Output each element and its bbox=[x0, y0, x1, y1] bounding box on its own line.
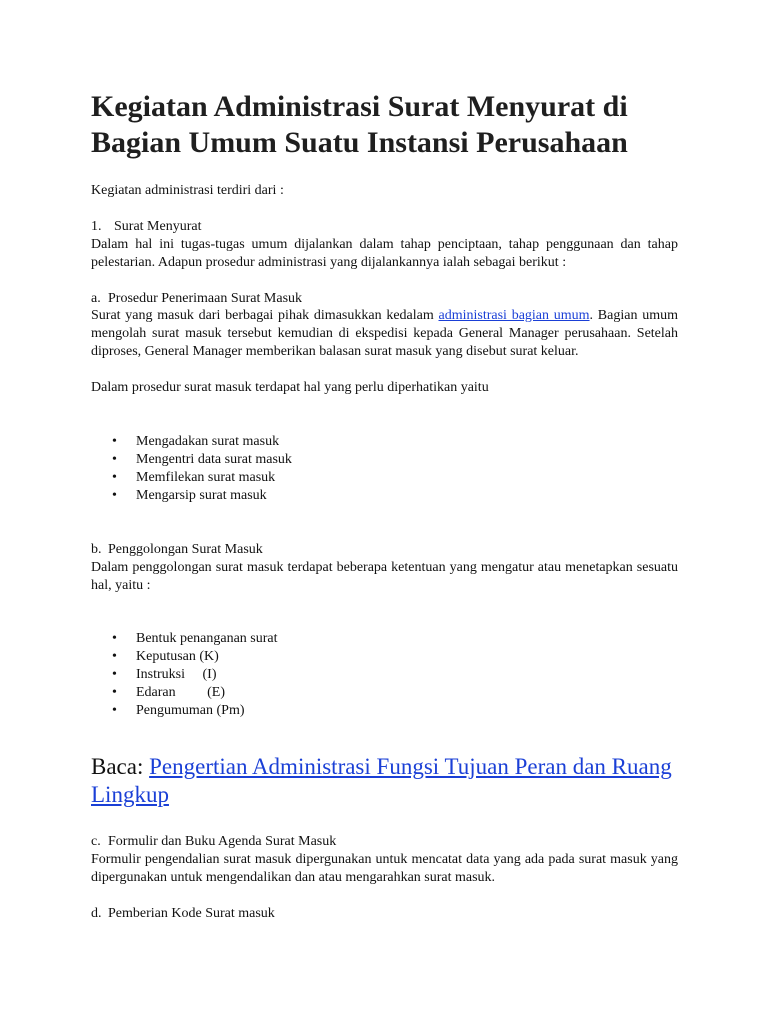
section-1-title: Surat Menyurat bbox=[114, 219, 202, 234]
section-a-body-end: . Bagian umum mengolah surat masuk tersebut kemudian di ekspedisi kepada General Manager perusahaan. Setelah diproses, General Manager memberikan balasan surat masuk yang disebut surat keluar. bbox=[91, 308, 678, 360]
page-title: Kegiatan Administrasi Surat Menyurat di Bagian Umum Suatu Instansi Perusahaan bbox=[91, 90, 628, 159]
section-c-heading bbox=[91, 833, 678, 851]
list-item-text: Mengentri data surat masuk bbox=[136, 452, 292, 467]
section-b-list bbox=[91, 630, 278, 720]
bullet-icon: • bbox=[112, 434, 117, 449]
related-article-link[interactable]: Pengertian Administrasi Fungsi Tujuan Peran dan Ruang Lingkup bbox=[91, 754, 672, 807]
bullet-icon: • bbox=[112, 649, 117, 664]
section-d-title: Pemberian Kode Surat masuk bbox=[108, 906, 275, 921]
list-item bbox=[91, 666, 278, 684]
bullet-icon: • bbox=[112, 631, 117, 646]
list-item-text: Edaran (E) bbox=[136, 685, 226, 700]
section-c-title: Formulir dan Buku Agenda Surat Masuk bbox=[108, 834, 337, 849]
list-item bbox=[91, 702, 278, 720]
section-b-heading bbox=[91, 541, 678, 559]
list-item-text: Pengumuman (Pm) bbox=[136, 703, 245, 718]
bullet-icon: • bbox=[112, 685, 117, 700]
section-a-body-start: Surat yang masuk dari berbagai pihak dimasukkan kedalam bbox=[91, 308, 439, 323]
list-item-text: Keputusan (K) bbox=[136, 649, 219, 664]
bullet-icon: • bbox=[112, 667, 117, 682]
list-item bbox=[91, 433, 292, 451]
section-1-body: Dalam hal ini tugas-tugas umum dijalankan dalam tahap penciptaan, tahap penggunaan dan tahap pelestarian. Adapun prosedur administrasi yang dijalankannya ialah sebagai berikut : bbox=[91, 237, 678, 271]
section-c-body: Formulir pengendalian surat masuk dipergunakan untuk mencatat data yang ada pada surat masuk yang dipergunakan untuk mengendalikan dan atau mengarahkan surat masuk. bbox=[91, 852, 678, 886]
list-item-text: Bentuk penanganan surat bbox=[136, 631, 278, 646]
bullet-icon: • bbox=[112, 452, 117, 467]
section-a-letter: a. bbox=[91, 291, 101, 306]
section-a-list bbox=[91, 433, 292, 505]
list-item bbox=[91, 469, 292, 487]
bullet-icon: • bbox=[112, 703, 117, 718]
section-c-letter: c. bbox=[91, 834, 101, 849]
list-item-text: Instruksi (I) bbox=[136, 667, 217, 682]
section-1-number: 1. bbox=[91, 219, 102, 234]
list-item bbox=[91, 451, 292, 469]
section-1-heading bbox=[91, 218, 678, 236]
list-item bbox=[91, 684, 278, 702]
section-d-heading bbox=[91, 905, 678, 923]
section-b-body: Dalam penggolongan surat masuk terdapat beberapa ketentuan yang mengatur atau menetapkan sesuatu hal, yaitu : bbox=[91, 560, 678, 594]
section-b-title: Penggolongan Surat Masuk bbox=[108, 542, 263, 557]
list-item-text: Memfilekan surat masuk bbox=[136, 470, 276, 485]
administrasi-bagian-umum-link[interactable]: administrasi bagian umum bbox=[438, 308, 590, 323]
section-a-body-2: Dalam prosedur surat masuk terdapat hal yang perlu diperhatikan yaitu bbox=[91, 380, 489, 395]
baca-line bbox=[91, 753, 680, 809]
section-a-heading bbox=[91, 290, 678, 308]
intro-text: Kegiatan administrasi terdiri dari : bbox=[91, 183, 284, 198]
section-a-title: Prosedur Penerimaan Surat Masuk bbox=[108, 291, 303, 306]
bullet-icon: • bbox=[112, 470, 117, 485]
bullet-icon: • bbox=[112, 488, 117, 503]
list-item bbox=[91, 487, 292, 505]
list-item bbox=[91, 648, 278, 666]
list-item-text: Mengarsip surat masuk bbox=[136, 488, 267, 503]
baca-label: Baca: bbox=[91, 754, 144, 779]
section-a-body bbox=[91, 307, 678, 362]
section-b-letter: b. bbox=[91, 542, 102, 557]
list-item-text: Mengadakan surat masuk bbox=[136, 434, 280, 449]
section-d-letter: d. bbox=[91, 906, 102, 921]
list-item bbox=[91, 630, 278, 648]
